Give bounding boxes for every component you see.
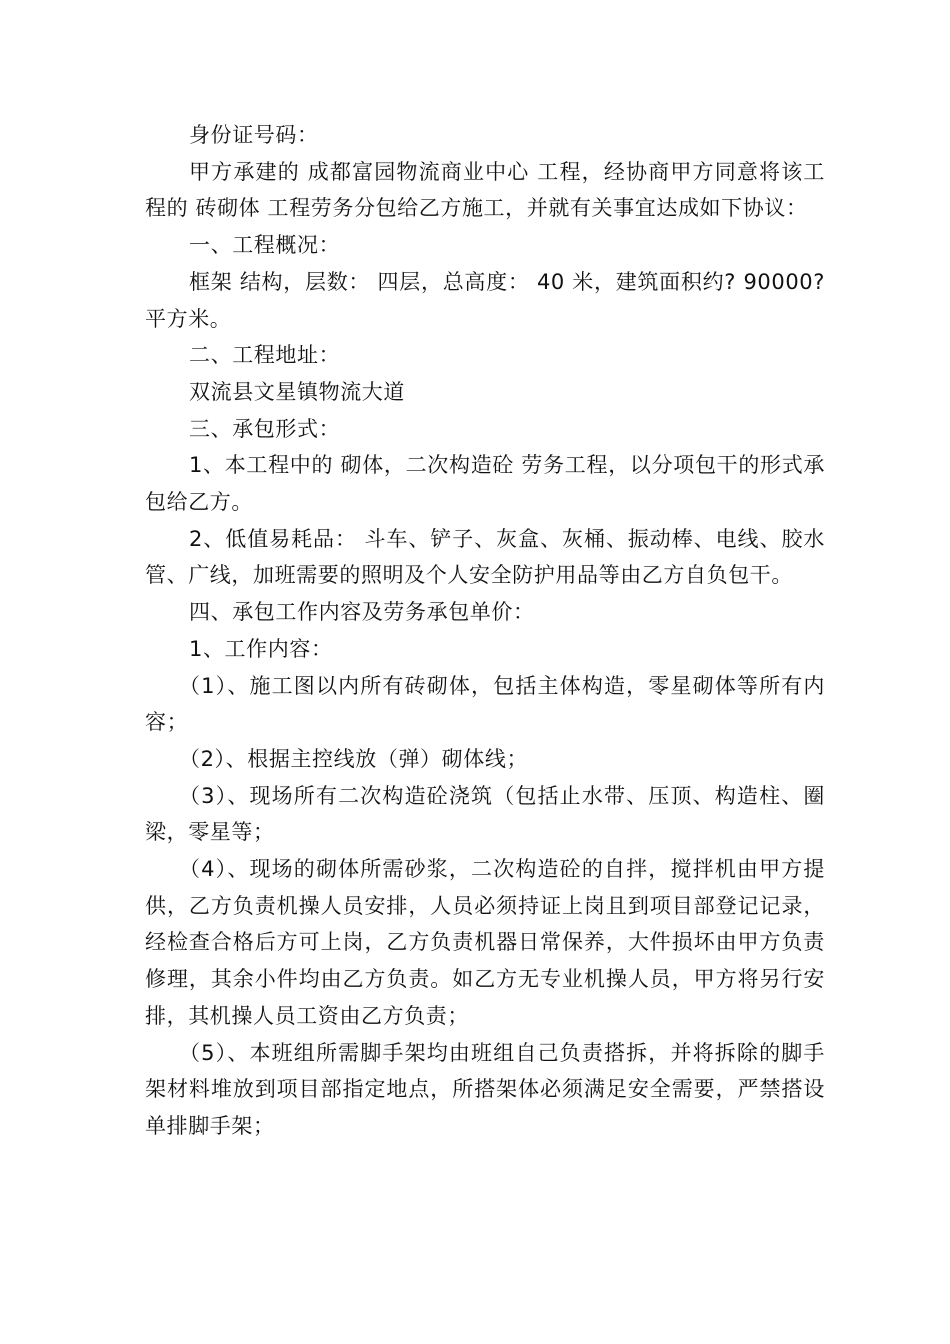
section-4-item-1-3: （3）、现场所有二次构造砼浇筑（包括止水带、压顶、构造柱、圈梁，零星等； (145, 783, 825, 845)
intro-paragraph: 甲方承建的 成都富园物流商业中心 工程，经协商甲方同意将该工程的 砖砌体 工程劳务分包给乙方施工，并就有关事宜达成如下协议： (145, 159, 825, 221)
id-number-label: 身份证号码： (189, 123, 319, 147)
section-3-item-1: 1、本工程中的 砌体，二次构造砼 劳务工程，以分项包干的形式承包给乙方。 (145, 453, 825, 515)
section-1-body: 框架 结构，层数： 四层，总高度： 40 米，建筑面积约? 90000? 平方米。 (145, 269, 825, 331)
section-2-heading: 二、工程地址： (189, 343, 341, 368)
section-4-item-1-2: （2）、根据主控线放（弹）砌体线； (179, 746, 529, 771)
section-3-heading: 三、承包形式： (189, 416, 341, 441)
section-4-item-1-1: （1）、施工图以内所有砖砌体，包括主体构造，零星砌体等所有内容； (145, 673, 825, 735)
section-4-item-1-5: （5）、本班组所需脚手架均由班组自己负责搭拆，并将拆除的脚手架材料堆放到项目部指定地点，所搭架体必须满足安全需要，严禁搭设单排脚手架； (145, 1040, 825, 1138)
section-4-item-1: 1、工作内容： (189, 636, 333, 661)
section-4-heading: 四、承包工作内容及劳务承包单价： (189, 600, 535, 625)
section-4-item-1-4: （4）、现场的砌体所需砂浆，二次构造砼的自拌，搅拌机由甲方提供，乙方负责机操人员安排，人员必须持证上岗且到项目部登记记录，经检查合格后方可上岗，乙方负责机器日常保养，大件损坏由甲方负责修理，其余小件均由乙方负责。如乙方无专业机操人员，甲方将另行安排，其机操人员工资由乙方负责； (145, 857, 825, 1028)
section-3-item-2: 2、低值易耗品： 斗车、铲子、灰盒、灰桶、振动棒、电线、胶水管、广线，加班需要的照明及个人安全防护用品等由乙方自负包干。 (145, 526, 825, 588)
section-1-heading: 一、工程概况： (189, 233, 341, 258)
section-2-body: 双流县文星镇物流大道 (189, 379, 405, 404)
document-body (145, 117, 825, 1145)
